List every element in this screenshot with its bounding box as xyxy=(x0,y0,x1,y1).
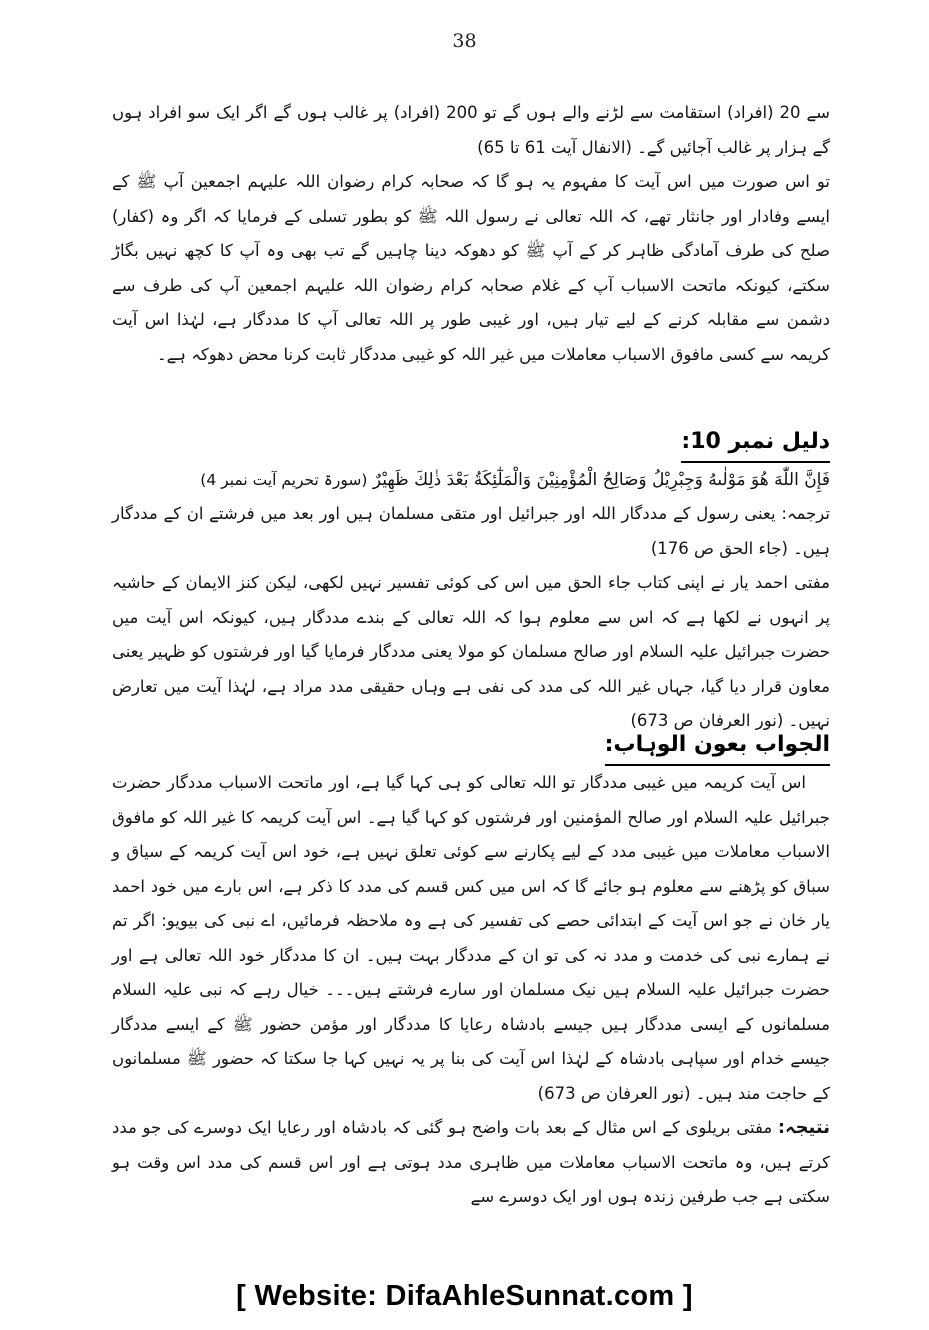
paragraph-mufti: مفتی احمد یار نے اپنی کتاب جاء الحق میں اس کی کوئی تفسیر نہیں لکھی، لیکن کنز الایمان کے حاشیہ پر انہوں نے لکھا ہے کہ اس سے معلوم ہوا کہ اللہ تعالی کے بندے مددگار ہیں، کیونکہ اس آیت میں حضرت جبرائیل علیہ السلام اور صالح مسلمان کو مولا یعنی مددگار فرمایا گیا اور فرشتوں کو ظہیر یعنی معاون قرار دیا گیا، جہاں غیر اللہ کی مدد کی نفی ہے وہاں حقیقی مدد مراد ہے، لہٰذا آیت میں تعارض نہیں۔ (نور العرفان ص 673) xyxy=(112,573,830,730)
paragraph-intro: سے 20 (افراد) استقامت سے لڑنے والے ہوں گے تو 200 (افراد) پر غالب ہوں گے اگر ایک سو افراد ہوں گے ہزار پر غالب آجائیں گے۔ (الانفال آیت 61 تا 65) xyxy=(112,103,830,157)
daleel-section xyxy=(112,424,830,739)
verse-reference: (سورۃ تحریم آیت نمبر 4) xyxy=(200,471,368,489)
website-footer: [ Website: DifaAhleSunnat.com ] xyxy=(236,1280,693,1312)
heading-answer xyxy=(112,727,830,766)
heading-daleel-10-text: دلیل نمبر 10: xyxy=(681,424,830,463)
quran-verse xyxy=(112,463,830,497)
intro-block xyxy=(112,96,830,372)
heading-daleel-10 xyxy=(112,424,830,463)
paragraph-answer: اس آیت کریمہ میں غیبی مددگار تو اللہ تعالی کو ہی کہا گیا ہے، اور ماتحت الاسباب مددگار حضرت جبرائیل علیہ السلام اور صالح المؤمنین اور فرشتوں کو کہا گیا ہے۔ اس آیت کریمہ کا غیر اللہ کو مافوق الاسباب معاملات میں غیبی مدد کے لیے پکارنے سے کوئی تعلق نہیں ہے، خود اس آیت کریمہ کے سیاق و سباق کو پڑھنے سے معلوم ہو جائے گا کہ اس میں کس قسم کی مدد کا ذکر ہے، اس بارے میں خود احمد یار خان نے جو اس آیت کے ابتدائی حصے کی تفسیر کی ہے وہ ملاحظہ فرمائیں، اے نبی کی بیویو: اگر تم نے ہمارے نبی کی خدمت و مدد نہ کی تو ان کے مددگار بہت ہیں۔ ان کا مددگار خود اللہ تعالی ہے اور حضرت جبرائیل علیہ السلام ہیں نیک مسلمان اور سارے فرشتے ہیں۔۔۔ خیال رہے کہ نبی علیہ السلام مسلمانوں کے ایسی مددگار ہیں جیسے بادشاہ رعایا کا مددگار اور مؤمن حضور ﷺ کے ایسے مددگار جیسے خدام اور سپاہی بادشاہ کے لہٰذا اس آیت کی بنا پر یہ نہیں کہا جا سکتا کہ حضور ﷺ مسلمانوں کے حاجت مند ہیں۔ (نور العرفان ص 673) xyxy=(112,773,830,1103)
heading-answer-text: الجواب بعون الوہاب: xyxy=(605,727,830,766)
verse-arabic: فَإِنَّ اللّٰهَ هُوَ مَوْلٰىهُ وَجِبْرِيْلُ وَصَالِحُ الْمُؤْمِنِيْنَ وَالْمَلٰٓئِكَةُ بَعْدَ ذٰلِكَ ظَهِيْرٌ xyxy=(372,470,830,490)
paragraph-explanation: تو اس صورت میں اس آیت کا مفہوم یہ ہو گا کہ صحابہ کرام رضوان اللہ علیہم اجمعین آپ ﷺ کے ایسے وفادار اور جانثار تھے، کہ اللہ تعالی نے رسول اللہ ﷺ کو بطور تسلی کے فرمایا کہ اگر وہ (کفار) صلح کی طرف آمادگی ظاہر کر کے آپ ﷺ کو دھوکہ دینا چاہیں گے تب بھی وہ آپ کا کچھ نہیں بگاڑ سکتے، کیونکہ ماتحت الاسباب آپ کے غلام صحابہ کرام رضوان اللہ علیہم اجمعین آپ کی طرف سے دشمن سے مقابلہ کرنے کے لیے تیار ہیں، اور غیبی طور پر اللہ تعالی آپ کا مددگار ہے، لہٰذا اس آیت کریمہ سے کسی مافوق الاسباب معاملات میں غیر اللہ کو غیبی مددگار ثابت کرنا محض دھوکہ ہے۔ xyxy=(112,172,830,364)
paragraph-translation: ترجمہ: یعنی رسول کے مددگار اللہ اور جبرائیل اور متقی مسلمان ہیں اور بعد میں فرشتے ان کے مددگار ہیں۔ (جاء الحق ص 176) xyxy=(112,504,830,558)
page-number: 38 xyxy=(452,30,477,52)
conclusion-text: مفتی بریلوی کے اس مثال کے بعد بات واضح ہو گئی کہ بادشاہ اور رعایا ایک دوسرے کی جو مدد کرتے ہیں، وہ ماتحت الاسباب معاملات میں ظاہری مدد ہوتی ہے اور اس قسم کی مدد اس وقت ہو سکتی ہے جب طرفین زندہ ہوں اور ایک دوسرے سے xyxy=(112,1118,830,1206)
paragraph-conclusion xyxy=(112,1111,830,1215)
answer-section xyxy=(112,727,830,1215)
conclusion-label: نتیجہ: xyxy=(777,1117,830,1138)
